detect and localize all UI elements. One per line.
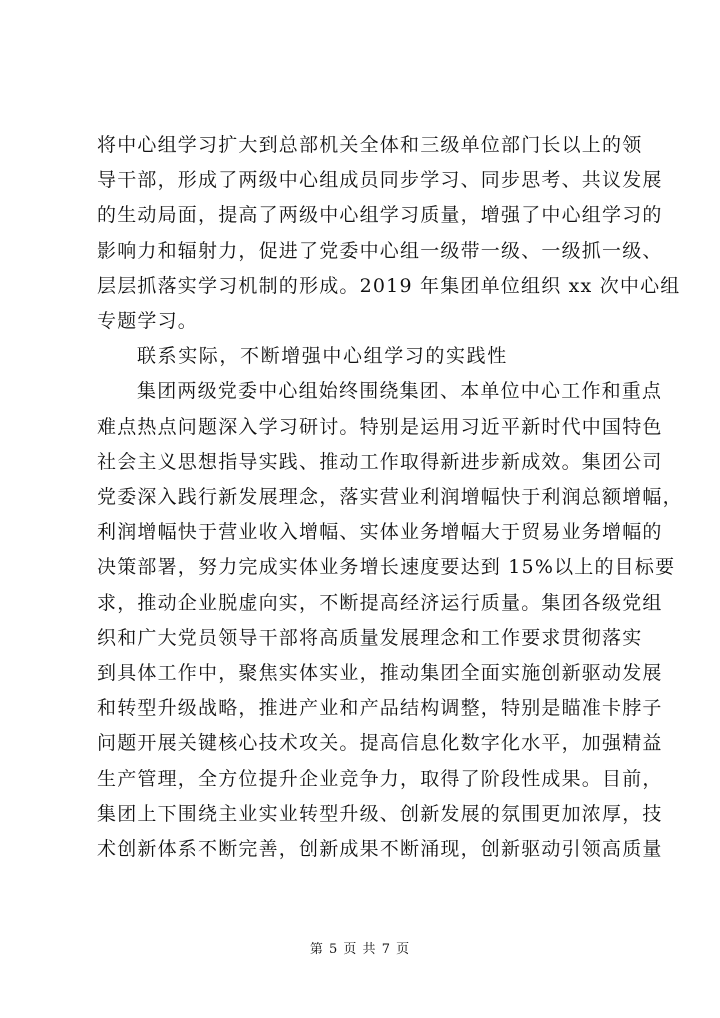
text-line: 集团两级党委中心组始终围绕集团、本单位中心工作和重点 bbox=[137, 380, 663, 403]
text-line: 将中心组学习扩大到总部机关全体和三级单位部门长以上的领 bbox=[97, 134, 643, 156]
text-line: 和转型升级战略，推进产业和产品结构调整，特别是瞄准卡脖子 bbox=[97, 697, 663, 720]
text-line: 决策部署，努力完成实体业务增长速度要达到 15%以上的目标要 bbox=[97, 556, 676, 579]
paragraph-study-expansion bbox=[97, 128, 681, 339]
page-number-footer: 第 5 页 共 7 页 bbox=[309, 942, 411, 957]
text-line: 专题学习。 bbox=[97, 310, 199, 333]
text-line: 集团上下围绕主业实业转型升级、创新发展的氛围更加浓厚，技 bbox=[97, 802, 663, 825]
text-line: 党委深入践行新发展理念，落实营业利润增幅快于利润总额增幅， bbox=[97, 486, 683, 509]
text-line: 利润增幅快于营业收入增幅、实体业务增幅大于贸易业务增幅的 bbox=[97, 521, 663, 544]
text-line: 的生动局面，提高了两级中心组学习质量，增强了中心组学习的 bbox=[97, 204, 663, 227]
text-line: 难点热点问题深入学习研讨。特别是运用习近平新时代中国特色 bbox=[97, 415, 663, 438]
section-heading bbox=[97, 339, 657, 374]
text-line: 求，推动企业脱虚向实，不断提高经济运行质量。集团各级党组 bbox=[97, 591, 663, 614]
paragraph-practice bbox=[97, 374, 683, 867]
text-line: 导干部，形成了两级中心组成员同步学习、同步思考、共议发展 bbox=[97, 169, 663, 192]
text-line: 生产管理，全方位提升企业竞争力，取得了阶段性成果。目前， bbox=[97, 767, 663, 790]
text-line: 问题开展关键核心技术攻关。提高信息化数字化水平，加强精益 bbox=[97, 732, 663, 755]
text-line: 层层抓落实学习机制的形成。2019 年集团单位组织 xx 次中心组 bbox=[97, 274, 681, 297]
text-line: 到具体工作中，聚焦实体实业，推动集团全面实施创新驱动发展 bbox=[97, 662, 663, 685]
text-line: 织和广大党员领导干部将高质量发展理念和工作要求贯彻落实 bbox=[97, 626, 643, 649]
text-line: 社会主义思想指导实践、推动工作取得新进步新成效。集团公司 bbox=[97, 450, 663, 473]
text-line: 术创新体系不断完善，创新成果不断涌现，创新驱动引领高质量 bbox=[97, 838, 663, 861]
text-line: 影响力和辐射力，促进了党委中心组一级带一级、一级抓一级、 bbox=[97, 239, 663, 262]
body-text bbox=[97, 128, 683, 867]
heading-line: 联系实际，不断增强中心组学习的实践性 bbox=[137, 345, 508, 368]
